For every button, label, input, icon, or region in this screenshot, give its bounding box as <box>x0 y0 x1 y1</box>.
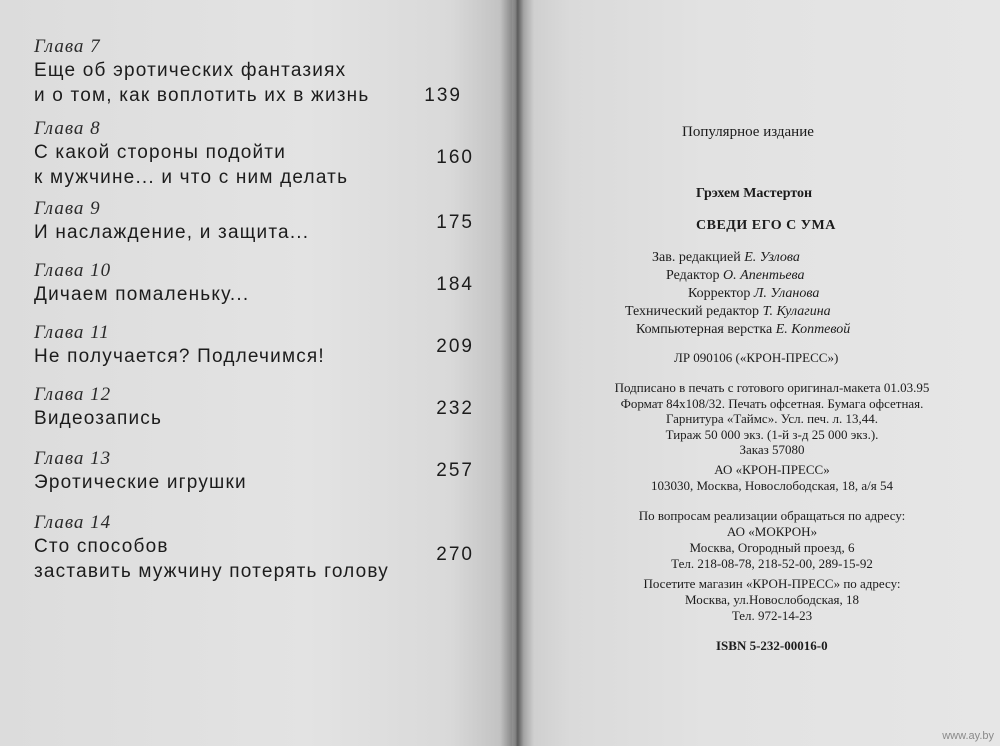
sales-line: Тел. 218-08-78, 218-52-00, 289-15-92 <box>671 556 873 571</box>
chapter-title: Дичаем помаленьку... <box>34 284 250 305</box>
toc-entry <box>34 512 474 584</box>
chapter-title: Эротические игрушки <box>34 472 247 493</box>
chapter-title: Не получается? Подлечимся! <box>34 346 325 367</box>
page-number: 175 <box>436 212 474 233</box>
book-title: СВЕДИ ЕГО С УМА <box>696 218 836 233</box>
credit-name: Л. Уланова <box>753 286 820 301</box>
toc-entry <box>34 322 474 369</box>
chapter-number: Глава 7 <box>34 36 101 57</box>
page-number: 209 <box>436 336 474 357</box>
chapter-title: Сто способов <box>34 536 169 557</box>
credit-line <box>666 268 805 284</box>
shop-contact-block <box>552 576 992 624</box>
edition-type: Популярное издание <box>682 124 814 140</box>
print-line: Заказ 57080 <box>739 442 805 457</box>
shop-line: Тел. 972-14-23 <box>731 608 813 623</box>
page-number: 270 <box>436 544 474 565</box>
page-number: 232 <box>436 398 474 419</box>
chapter-number: Глава 14 <box>34 512 112 533</box>
credit-role: Корректор <box>688 286 751 301</box>
shop-line: Посетите магазин «КРОН-ПРЕСС» по адресу: <box>643 576 901 591</box>
sales-contact-block <box>552 508 992 572</box>
credit-role: Редактор <box>666 268 720 283</box>
page-number: 160 <box>436 147 474 168</box>
credit-name: О. Апентьева <box>723 268 805 283</box>
toc-entry <box>34 384 474 431</box>
credit-name: Е. Узлова <box>744 250 800 265</box>
page-number: 184 <box>436 274 474 295</box>
chapter-title: Видеозапись <box>34 408 163 429</box>
book-gutter-shadow <box>500 0 534 746</box>
toc-entry <box>34 36 474 108</box>
chapter-number: Глава 13 <box>34 448 112 469</box>
print-line: Формат 84х108/32. Печать офсетная. Бумага офсетная. <box>620 395 924 411</box>
credit-name: Т. Кулагина <box>762 304 831 319</box>
credit-role: Зав. редакцией <box>652 250 741 265</box>
toc-entry <box>34 198 474 245</box>
chapter-title: заставить мужчину потерять голову <box>34 561 390 582</box>
credit-line <box>652 250 800 266</box>
toc-entry <box>34 260 474 307</box>
print-line: Тираж 50 000 экз. (1-й з-д 25 000 экз.). <box>665 426 879 442</box>
chapter-title: к мужчине... и что с ним делать <box>34 167 349 188</box>
credit-name: Е. Коптевой <box>775 322 851 337</box>
credit-line <box>688 286 819 302</box>
publisher-name: АО «КРОН-ПРЕСС» <box>714 462 830 477</box>
chapter-number: Глава 12 <box>34 384 112 405</box>
sales-line: АО «МОКРОН» <box>726 524 818 539</box>
author-name: Грэхем Мастертон <box>696 186 813 201</box>
chapter-number: Глава 9 <box>34 198 101 219</box>
page-number: 257 <box>436 460 474 481</box>
chapter-title: С какой стороны подойти <box>34 142 287 163</box>
print-line: Подписано в печать с готового оригинал-макета 01.03.95 <box>614 380 930 395</box>
credit-line <box>625 304 831 320</box>
license-number: ЛР 090106 («КРОН-ПРЕСС») <box>674 350 839 365</box>
sales-line: По вопросам реализации обращаться по адресу: <box>638 508 906 523</box>
toc-entry <box>34 448 474 495</box>
print-details <box>552 380 992 458</box>
chapter-number: Глава 10 <box>34 260 112 281</box>
credit-role: Технический редактор <box>625 304 760 319</box>
sales-line: Москва, Огородный проезд, 6 <box>689 540 855 555</box>
credit-line <box>636 322 850 338</box>
chapter-number: Глава 8 <box>34 118 101 139</box>
isbn: ISBN 5-232-00016-0 <box>716 638 828 653</box>
publisher-address: 103030, Москва, Новослободская, 18, а/я 54 <box>650 478 893 493</box>
watermark: www.ay.by <box>942 730 994 742</box>
print-line: Гарнитура «Таймс». Усл. печ. л. 13,44. <box>665 411 879 426</box>
credit-role: Компьютерная верстка <box>636 322 773 337</box>
chapter-title: и о том, как воплотить их в жизнь <box>34 85 370 106</box>
chapter-title: Еще об эротических фантазиях <box>34 60 347 81</box>
toc-entry <box>34 118 474 190</box>
chapter-number: Глава 11 <box>34 322 110 343</box>
page-number: 139 <box>424 85 462 106</box>
shop-line: Москва, ул.Новослободская, 18 <box>684 592 860 607</box>
right-page-imprint <box>512 0 1000 746</box>
chapter-title: И наслаждение, и защита... <box>34 222 310 243</box>
publisher-block <box>552 462 992 494</box>
